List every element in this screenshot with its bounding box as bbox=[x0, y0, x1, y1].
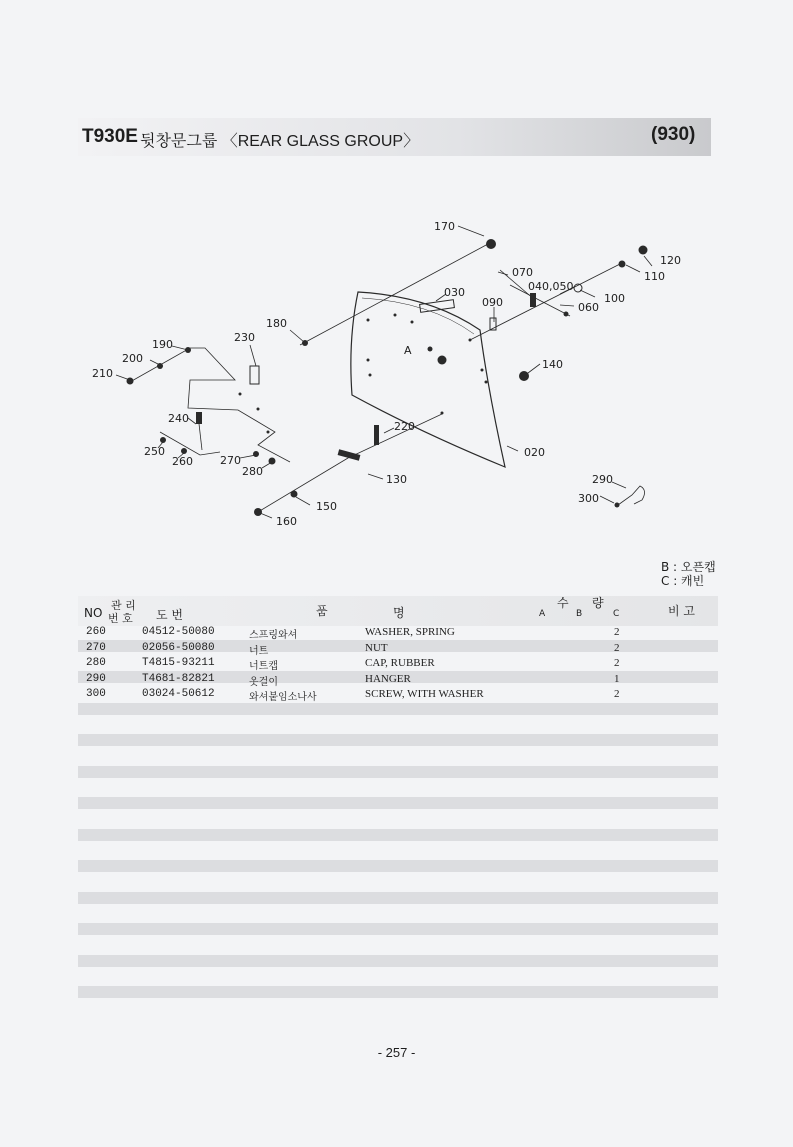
header-qty-1: 수 bbox=[557, 596, 569, 610]
row-part-number: 03024-50612 bbox=[142, 688, 215, 700]
row-name-en: NUT bbox=[365, 642, 388, 654]
row-qty-c: 1 bbox=[614, 673, 620, 685]
callout-160: 160 bbox=[276, 515, 297, 528]
group-code: T930E bbox=[82, 126, 138, 147]
row-qty-c: 2 bbox=[614, 626, 620, 638]
legend-open-cab: B : 오픈캡 bbox=[661, 560, 716, 574]
row-no: 260 bbox=[86, 626, 106, 638]
group-title: 뒷창문그룹 〈REAR GLASS GROUP〉 bbox=[140, 133, 420, 150]
washer-250 bbox=[160, 437, 166, 443]
row-name-kr: 옷걸이 bbox=[249, 677, 278, 688]
bolt-160 bbox=[254, 508, 262, 516]
header-drawing: 도 번 bbox=[156, 608, 183, 622]
row-no: 290 bbox=[86, 673, 106, 685]
callout-220: 220 bbox=[394, 420, 415, 433]
row-name-en: HANGER bbox=[365, 673, 411, 685]
callout-130: 130 bbox=[386, 473, 407, 486]
cap-280 bbox=[269, 458, 276, 465]
legend-cabin: C : 캐빈 bbox=[661, 574, 705, 588]
exploded-parts-diagram bbox=[0, 0, 793, 560]
callout-300: 300 bbox=[578, 492, 599, 505]
callout-040-050: 040,050 bbox=[528, 280, 574, 293]
cap-120 bbox=[639, 246, 648, 255]
table-row bbox=[0, 657, 793, 672]
bracket-230 bbox=[250, 366, 259, 384]
row-name-en: CAP, RUBBER bbox=[365, 657, 435, 669]
row-no: 270 bbox=[86, 642, 106, 654]
row-part-number: 04512-50080 bbox=[142, 626, 215, 638]
header-qty-b: B bbox=[576, 609, 583, 619]
nut-170 bbox=[486, 239, 496, 249]
washer-260 bbox=[181, 448, 187, 454]
table-stripe bbox=[78, 892, 718, 904]
row-name-kr: 와셔붙임소나사 bbox=[249, 692, 317, 703]
latch-130 bbox=[338, 449, 361, 460]
row-name-kr: 너트캡 bbox=[249, 661, 278, 672]
header-no: NO bbox=[84, 606, 103, 620]
row-qty-c: 2 bbox=[614, 657, 620, 669]
washer-200 bbox=[157, 363, 163, 369]
header-mgmt-bottom: 번 호 bbox=[108, 612, 133, 625]
callout-110: 110 bbox=[644, 270, 665, 283]
row-no: 300 bbox=[86, 688, 106, 700]
callout-210: 210 bbox=[92, 367, 113, 380]
callout-170: 170 bbox=[434, 220, 455, 233]
callout-020: 020 bbox=[524, 446, 545, 459]
callout-060: 060 bbox=[578, 301, 599, 314]
header-remarks: 비 고 bbox=[668, 604, 695, 618]
header-qty-c: C bbox=[613, 609, 620, 619]
strip-030 bbox=[420, 300, 455, 313]
callout-100: 100 bbox=[604, 292, 625, 305]
callout-090: 090 bbox=[482, 296, 503, 309]
nut-140 bbox=[519, 371, 529, 381]
row-name-kr: 너트 bbox=[249, 646, 269, 657]
callout-250: 250 bbox=[144, 445, 165, 458]
table-row bbox=[0, 642, 793, 657]
callout-240: 240 bbox=[168, 412, 189, 425]
table-stripe bbox=[78, 829, 718, 841]
nut-210 bbox=[127, 378, 134, 385]
group-number: (930) bbox=[651, 124, 696, 145]
table-stripe bbox=[78, 734, 718, 746]
bracket-240 bbox=[196, 412, 202, 424]
bolt-180 bbox=[302, 340, 308, 346]
header-name-2: 명 bbox=[393, 606, 405, 620]
row-name-kr: 스프링와셔 bbox=[249, 630, 298, 641]
table-stripe bbox=[78, 703, 718, 715]
screw-300 bbox=[615, 503, 620, 508]
table-stripe bbox=[78, 797, 718, 809]
rear-glass-panel bbox=[351, 292, 505, 467]
grommet-A bbox=[438, 356, 447, 365]
table-stripe bbox=[78, 766, 718, 778]
callout-290: 290 bbox=[592, 473, 613, 486]
callout-270: 270 bbox=[220, 454, 241, 467]
row-qty-c: 2 bbox=[614, 688, 620, 700]
header-mgmt-top: 관 리 bbox=[111, 599, 136, 612]
callout-190: 190 bbox=[152, 338, 173, 351]
table-stripe bbox=[78, 986, 718, 998]
table-row bbox=[0, 673, 793, 688]
table-stripe bbox=[78, 923, 718, 935]
row-name-en: SCREW, WITH WASHER bbox=[365, 688, 484, 700]
table-stripe bbox=[78, 955, 718, 967]
row-part-number: T4815-93211 bbox=[142, 657, 215, 669]
callout-180: 180 bbox=[266, 317, 287, 330]
callout-030: 030 bbox=[444, 286, 465, 299]
row-part-number: 02056-50080 bbox=[142, 642, 215, 654]
header-qty-a: A bbox=[539, 609, 546, 619]
bolt-190 bbox=[185, 347, 191, 353]
callout-140: 140 bbox=[542, 358, 563, 371]
washer-150 bbox=[291, 491, 298, 498]
table-stripe bbox=[78, 860, 718, 872]
nut-110 bbox=[619, 261, 626, 268]
callout-260: 260 bbox=[172, 455, 193, 468]
callout-120: 120 bbox=[660, 254, 681, 267]
row-name-en: WASHER, SPRING bbox=[365, 626, 455, 638]
callout-150: 150 bbox=[316, 500, 337, 513]
header-name-1: 품 bbox=[316, 604, 328, 618]
table-row bbox=[0, 626, 793, 641]
nut-270 bbox=[253, 451, 259, 457]
bracket-070 bbox=[530, 293, 536, 307]
row-part-number: T4681-82821 bbox=[142, 673, 215, 685]
callout-230: 230 bbox=[234, 331, 255, 344]
table-row bbox=[0, 688, 793, 703]
page-number: - 257 - bbox=[377, 1045, 416, 1060]
bracket-220 bbox=[374, 425, 379, 445]
header-qty-2: 량 bbox=[592, 596, 604, 610]
callout-200: 200 bbox=[122, 352, 143, 365]
row-qty-c: 2 bbox=[614, 642, 620, 654]
callout-280: 280 bbox=[242, 465, 263, 478]
row-no: 280 bbox=[86, 657, 106, 669]
callout-070: 070 bbox=[512, 266, 533, 279]
callout-A: A bbox=[404, 344, 412, 357]
